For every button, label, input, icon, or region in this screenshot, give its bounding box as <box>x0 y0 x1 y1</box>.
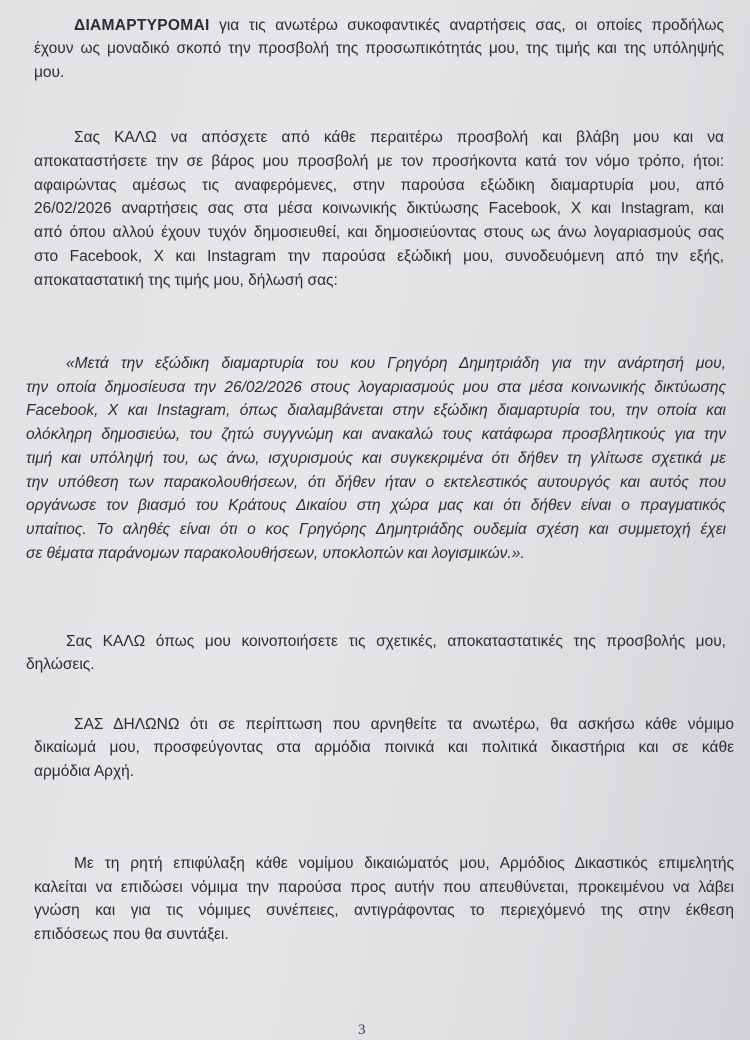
paragraph-line: αποκαταστατική της τιμής μου, δήλωσή σας: <box>34 271 338 289</box>
paragraph-line: Facebook, X και Instagram, όπως διαλαμβάνεται στην εξώδικη διαμαρτυρία του, την οποία και <box>26 402 726 420</box>
paragraph-line: οργάνωσε τον βιασμό του Κράτους Δικαίου στη χώρα μας και ότι δήθεν είναι ο πραγματικός <box>26 497 726 515</box>
paragraph-line: καλείται να επιδώσει νόμιμα την παρούσα προς αυτήν που απευθύνεται, προκειμένου να λάβει <box>34 878 734 896</box>
paragraph-line: «Μετά την εξώδικη διαμαρτυρία του κου Γρηγόρη Δημητριάδη για την ανάρτησή μου, <box>66 355 726 372</box>
paragraph-line: έχουν ως μοναδικό σκοπό την προσβολή της προσωπικότητάς μου, της τιμής και της υπόληψής <box>34 40 724 58</box>
paragraph-line: Με τη ρητή επιφύλαξη κάθε νομίμου δικαιώματός μου, Αρμόδιος Δικαστικός επιμελητής <box>74 855 734 872</box>
paragraph-demand <box>34 126 724 293</box>
paragraph-line: στο Facebook, X και Instagram την παρούσα εξώδική μου, συνοδευόμενη από την εξής, <box>34 247 724 265</box>
paragraph-line: από όπου αλλού έχουν τυχόν δημοσιευθεί, και δημοσιεύοντας στους ως άνω λογαριασμούς σας <box>34 224 724 242</box>
paragraph-line: σε θέματα παράνομων παρακολουθήσεων, υποκλοπών και λογισμικών.». <box>26 544 525 562</box>
paragraph-line: την οποία δημοσίευσα την 26/02/2026 στους λογαριασμούς μου στα μέσα κοινωνικής δικτύωσης <box>26 378 726 396</box>
paragraph-line: Σας ΚΑΛΩ όπως μου κοινοποιήσετε τις σχετικές, αποκαταστατικές της προσβολής μου, <box>66 633 726 650</box>
paragraph-line: ΣΑΣ ΔΗΛΩΝΩ ότι σε περίπτωση που αρνηθείτε τα ανωτέρω, θα ασκήσω κάθε νόμιμο <box>74 716 734 733</box>
paragraph-line: Σας ΚΑΛΩ να απόσχετε από κάθε περαιτέρω προσβολή και βλάβη μου και να <box>74 129 724 146</box>
paragraph-service-instruction <box>34 852 734 946</box>
paragraph-line: δηλώσεις. <box>26 656 95 674</box>
emphasis-protest: ΔΙΑΜΑΡΤΥΡΟΜΑΙ <box>74 17 210 34</box>
paragraph-line: γνώση και για τις νόμιμες συνέπειες, αντιγράφοντας το περιεχόμενό της στην έκθεση <box>34 902 734 920</box>
paragraph-line: τιμή και υπόληψή του, ως άνω, ισχυρισμούς και συγκεκριμένα ότι δήθεν τη γλίτωσε σχετικά με <box>26 449 726 467</box>
paragraph-line: ΔΙΑΜΑΡΤΥΡΟΜΑΙ για τις ανωτέρω συκοφαντικές αναρτήσεις σας, οι οποίες προδήλως <box>74 17 724 34</box>
paragraph-protest <box>34 14 724 84</box>
page-number: 3 <box>358 1022 366 1038</box>
paragraph-notification-request <box>26 630 726 677</box>
paragraph-declaration <box>34 713 734 783</box>
paragraph-line: αφαιρώντας αμέσως τις αναφερόμενες, στην παρούσα εξώδικη διαμαρτυρία μου, από <box>34 176 724 194</box>
paragraph-line: υπαίτιος. Το αληθές είναι ότι ο κος Γρηγόρης Δημητριάδης ουδεμία σχέση και συμμετοχή έχει <box>26 520 726 538</box>
paragraph-line: επιδόσεως που θα συντάξει. <box>34 925 229 943</box>
paragraph-line: δικαίωμά μου, προσφεύγοντας στα αρμόδια ποινικά και πολιτικά δικαστήρια και σε κάθε <box>34 739 734 757</box>
paragraph-line: την υπόθεση των παρακολουθήσεων, ότι δήθεν ήταν ο εκτελεστικός αυτουργός και αυτός που <box>26 473 726 491</box>
paragraph-line: μου. <box>34 63 65 81</box>
paragraph-line: 26/02/2026 αναρτήσεις σας στα μέσα κοινωνικής δικτύωσης Facebook, X και Instagram, και <box>34 200 724 218</box>
paragraph-line: ολόκληρη δημοσιεύω, του ζητώ συγγνώμη και ανακαλώ τους κατάφωρα προσβλητικούς για την <box>26 426 726 444</box>
paragraph-quoted-statement <box>26 352 726 565</box>
paragraph-line: αποκαταστήσετε την σε βάρος μου προσβολή με τον προσήκοντα κατά τον νόμο τρόπο, ήτοι: <box>34 152 724 170</box>
paragraph-line: αρμόδια Αρχή. <box>34 762 135 780</box>
